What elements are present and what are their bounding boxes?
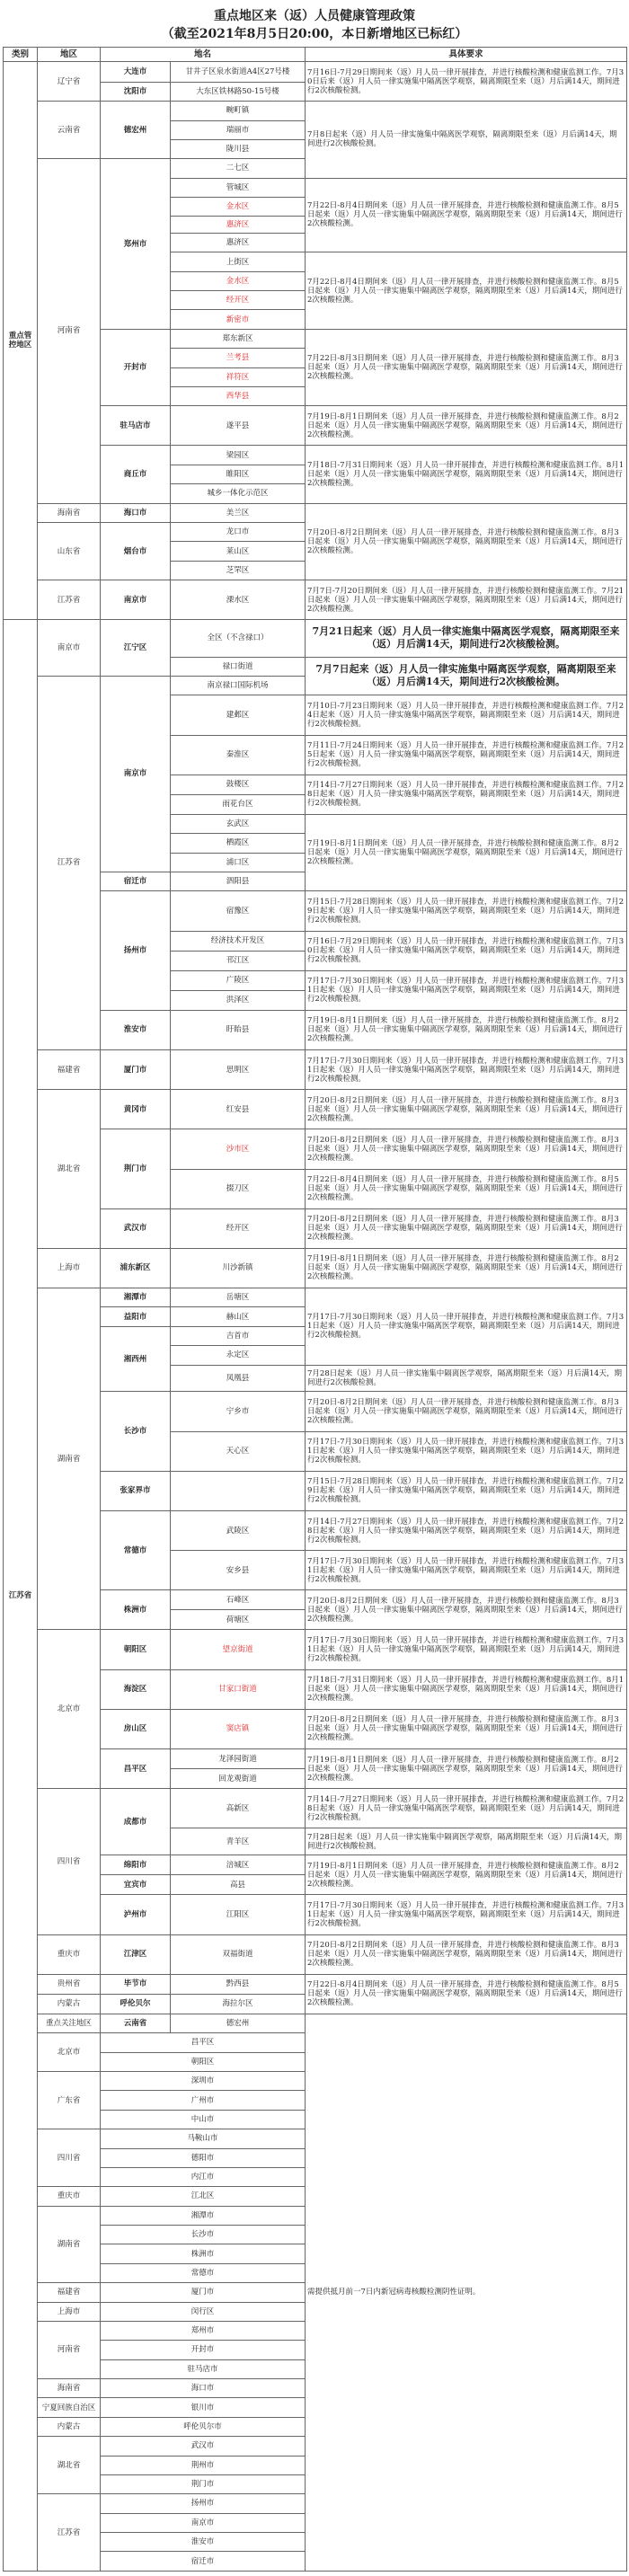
- city-cell: 荆门市: [101, 2474, 306, 2493]
- city-cell: 武汉市: [101, 1208, 171, 1248]
- province-cell: 河南省: [38, 159, 101, 503]
- province-cell: 宁夏回族自治区: [38, 2398, 101, 2417]
- province-cell: 北京市: [38, 1630, 101, 1789]
- place-cell: 祥符区: [171, 367, 306, 386]
- place-cell: 甘井子区泉水街道A4区27号楼: [171, 62, 306, 83]
- requirement-cell: 7月20日-8月2日期间来（返）月人员一律开展排查，并进行核酸检测和健康监测工作。8月3日起来（返）月人员一律实施集中隔离医学观察，隔离期限至来（返）月后满14天，期间进行2次核酸检测。: [306, 1090, 627, 1129]
- table-row: [4, 620, 627, 657]
- requirement-cell: 7月20日-8月2日期间来（返）月人员一律开展排查，并进行核酸检测和健康监测工作。8月3日起来（返）月人员一律实施集中隔离医学观察，隔离期限至来（返）月后满14天，期间进行2次核酸检测。: [306, 1208, 627, 1248]
- requirement-cell: 7月17日-7月30日期间来（返）月人员一律开展排查，并进行核酸检测和健康监测工作。7月31日起来（返）月人员一律实施集中隔离医学观察，隔离期限至来（返）月后满14天，期间进行2次核酸检测。: [306, 1050, 627, 1090]
- table-row: [4, 1050, 627, 1090]
- city-cell: 郑州市: [101, 2321, 306, 2340]
- requirement-cell: 7月22日-8月4日期间来（返）月人员一律开展排查，并进行核酸检测和健康监测工作。8月5日起来（返）月人员一律实施集中隔离医学观察，隔离期限至来（返）月后满14天，期间进行2次核酸检测。: [306, 178, 627, 252]
- requirement-cell: 7月17日-7月30日期间来（返）月人员一律开展排查，并进行核酸检测和健康监测工作。7月31日起来（返）月人员一律实施集中隔离医学观察，隔离期限至来（返）月后满14天，期间进行2次核酸检测。: [306, 1630, 627, 1669]
- place-cell: 安乡县: [171, 1551, 306, 1590]
- requirement-cell: 7月17日-7月30日期间来（返）月人员一律开展排查，并进行核酸检测和健康监测工作。7月31日起来（返）月人员一律实施集中隔离医学观察，隔离期限至来（返）月后满14天，期间进行2次核酸检测。: [306, 1895, 627, 1934]
- city-cell: 昌平区: [101, 2033, 306, 2052]
- requirement-cell: 7月21日起来（返）月人员一律实施集中隔离医学观察，隔离期限至来（返）月后满14天，期间进行2次核酸检测。: [306, 620, 627, 657]
- city-cell: 开封市: [101, 2341, 306, 2359]
- table-row: [4, 1090, 627, 1129]
- city-cell: 银川市: [101, 2398, 306, 2417]
- city-cell: 南京市: [101, 676, 171, 872]
- city-cell: 宜宾市: [101, 1875, 171, 1895]
- city-cell: 马鞍山市: [101, 2129, 306, 2148]
- table-row: [4, 1288, 627, 1307]
- city-cell: 荆门市: [101, 1129, 171, 1208]
- requirement-cell: 7月20日-8月2日期间来（返）月人员一律开展排查，并进行核酸检测和健康监测工作。8月3日起来（返）月人员一律实施集中隔离医学观察，隔离期限至来（返）月后满14天，期间进行2次核酸检测。: [306, 1392, 627, 1431]
- city-cell: 湘西州: [101, 1326, 171, 1392]
- city-cell: 成都市: [101, 1789, 171, 1855]
- place-cell: 经济技术开发区: [171, 931, 306, 951]
- place-cell: 瑞丽市: [171, 120, 306, 139]
- city-cell: 湘潭市: [101, 2206, 306, 2225]
- city-cell: 商丘市: [101, 446, 171, 503]
- city-cell: 朝阳区: [101, 1630, 171, 1669]
- province-cell: 海南省: [38, 503, 101, 522]
- place-cell: [171, 1471, 306, 1510]
- place-cell: 涪城区: [171, 1855, 306, 1875]
- requirement-cell: 7月14日-7月27日期间来（返）月人员一律开展排查，并进行核酸检测和健康监测工作。7月28日起来（返）月人员一律实施集中隔离医学观察，隔离期限至来（返）月后满14天，期间进行2次核酸检测。: [306, 775, 627, 814]
- province-cell: 辽宁省: [38, 62, 101, 102]
- requirement-cell: 7月8日起来（返）月人员一律实施集中隔离医学观察，隔离期限至来（返）月后满14天，期间进行2次核酸检测。: [306, 102, 627, 179]
- city-cell: 长沙市: [101, 1392, 171, 1471]
- province-cell: 上海市: [38, 2302, 101, 2321]
- city-cell: 深圳市: [101, 2072, 306, 2091]
- place-cell: 美兰区: [171, 503, 306, 522]
- place-cell: 南京禄口国际机场: [171, 676, 306, 695]
- place-cell: 盱眙县: [171, 1010, 306, 1049]
- city-cell: 德阳市: [101, 2148, 306, 2167]
- city-cell: 武汉市: [101, 2437, 306, 2456]
- place-cell: 天心区: [171, 1431, 306, 1471]
- table-row: [4, 1630, 627, 1669]
- requirement-cell: 7月15日-7月28日期间来（返）月人员一律开展排查，并进行核酸检测和健康监测工作。7月29日起来（返）月人员一律实施集中隔离医学观察，隔离期限至来（返）月后满14天，期间进行2次核酸检测。: [306, 891, 627, 931]
- category-cell: 江苏省: [4, 620, 38, 2572]
- place-cell: 掇刀区: [171, 1169, 306, 1208]
- requirement-cell: 7月7日起来（返）月人员一律实施集中隔离医学观察，隔离期限至来（返）月后满14天，期间进行2次核酸检测。: [306, 657, 627, 695]
- place-cell: 德宏州: [171, 2014, 306, 2032]
- place-cell: 回龙观街道: [171, 1769, 306, 1789]
- province-cell: 福建省: [38, 1050, 101, 1090]
- city-cell: 扬州市: [101, 2494, 306, 2513]
- place-cell: 龙口市: [171, 522, 306, 541]
- place-cell: 芝罘区: [171, 561, 306, 580]
- requirement-cell: 7月17日-7月30日期间来（返）月人员一律开展排查，并进行核酸检测和健康监测工作。7月31日起来（返）月人员一律实施集中隔离医学观察，隔离期限至来（返）月后满14天，期间进行2次核酸检测。: [306, 1551, 627, 1590]
- place-cell: 溧水区: [171, 580, 306, 620]
- city-cell: 湘潭市: [101, 1288, 171, 1307]
- place-cell: 西华县: [171, 386, 306, 405]
- place-cell: 青羊区: [171, 1828, 306, 1855]
- city-cell: 海口市: [101, 503, 171, 522]
- city-cell: 闵行区: [101, 2302, 306, 2321]
- place-cell: 浦口区: [171, 853, 306, 872]
- place-cell: 雨花台区: [171, 794, 306, 814]
- city-cell: 黄冈市: [101, 1090, 171, 1129]
- place-cell: 二七区: [171, 159, 306, 178]
- requirement-cell: 7月7日-7月20日期间来（返）月人员一律开展排查，并进行核酸检测和健康监测工作。7月21日起来（返）月人员一律实施集中隔离医学观察，隔离期限至来（返）月后满14天，期间进行2次核酸检测。: [306, 580, 627, 620]
- place-cell: 畹町镇: [171, 102, 306, 120]
- place-cell: 禄口街道: [171, 657, 306, 676]
- province-cell: 内蒙古: [38, 2417, 101, 2436]
- place-cell: 经开区: [171, 1208, 306, 1248]
- city-cell: 淮安市: [101, 2533, 306, 2552]
- city-cell: 厦门市: [101, 2283, 306, 2302]
- place-cell: 吉首市: [171, 1326, 306, 1345]
- place-cell: 甘家口街道: [171, 1669, 306, 1709]
- requirement-cell: 7月20日-8月2日期间来（返）月人员一律开展排查，并进行核酸检测和健康监测工作。8月3日起来（返）月人员一律实施集中隔离医学观察，隔离期限至来（返）月后满14天，期间进行2次核酸检测。: [306, 503, 627, 580]
- place-cell: 赫山区: [171, 1307, 306, 1326]
- requirement-cell: 7月20日-8月2日期间来（返）月人员一律开展排查，并进行核酸检测和健康监测工作。8月3日起来（返）月人员一律实施集中隔离医学观察，隔离期限至来（返）月后满14天，期间进行2次核酸检测。: [306, 1709, 627, 1748]
- header-place: 地名: [101, 48, 306, 62]
- table-row: [4, 62, 627, 83]
- requirement-cell: 7月28日起来（返）月人员一律实施集中隔离医学观察，隔离期限至来（返）月后满14天，期间进行2次核酸检测。: [306, 1365, 627, 1392]
- city-cell: 昌平区: [101, 1748, 171, 1788]
- city-cell: 浦东新区: [101, 1248, 171, 1288]
- city-cell: 南京市: [101, 580, 171, 620]
- table-header-row: [4, 48, 627, 62]
- province-cell: 重庆市: [38, 2187, 101, 2206]
- place-cell: 上街区: [171, 252, 306, 271]
- place-cell: 鼓楼区: [171, 775, 306, 794]
- province-cell: 重点关注地区: [38, 2014, 101, 2032]
- city-cell: 江北区: [101, 2187, 306, 2206]
- place-cell: 遂平县: [171, 406, 306, 446]
- city-cell: 扬州市: [101, 891, 171, 1010]
- province-cell: 福建省: [38, 2283, 101, 2302]
- place-cell: 兰考县: [171, 349, 306, 367]
- place-cell: 洪泽区: [171, 990, 306, 1010]
- city-cell: 常德市: [101, 2263, 306, 2282]
- requirement-cell: 7月20日-8月2日期间来（返）月人员一律开展排查，并进行核酸检测和健康监测工作。8月3日起来（返）月人员一律实施集中隔离医学观察，隔离期限至来（返）月后满14天，期间进行2次核酸检测。: [306, 1129, 627, 1169]
- place-cell: 岳塘区: [171, 1288, 306, 1307]
- requirement-cell: 7月10日-7月23日期间来（返）月人员一律开展排查，并进行核酸检测和健康监测工作。7月24日起来（返）月人员一律实施集中隔离医学观察，隔离期限至来（返）月后满14天，期间进行2次核酸检测。: [306, 695, 627, 735]
- place-cell: 双福街道: [171, 1934, 306, 1974]
- requirement-cell: 7月19日-8月1日期间来（返）月人员一律开展排查，并进行核酸检测和健康监测工作。8月2日起来（返）月人员一律实施集中隔离医学观察，隔离期限至来（返）月后满14天，期间进行2次核酸检测。: [306, 1855, 627, 1895]
- province-cell: 江苏省: [38, 580, 101, 620]
- city-cell: 江宁区: [101, 620, 171, 677]
- table-row: [4, 580, 627, 620]
- place-cell: 惠济区: [171, 233, 306, 252]
- place-cell: 陇川县: [171, 139, 306, 158]
- requirement-cell: 7月22日-8月3日期间来（返）月人员一律开展排查，并进行核酸检测和健康监测工作。8月3日起来（返）月人员一律实施集中隔离医学观察，隔离期限至来（返）月后满14天，期间进行2次核酸检测。: [306, 329, 627, 406]
- place-cell: 金水区: [171, 271, 306, 290]
- city-cell: 朝阳区: [101, 2052, 306, 2071]
- requirement-cell: 7月19日-8月1日期间来（返）月人员一律开展排查，并进行核酸检测和健康监测工作。8月2日起来（返）月人员一律实施集中隔离医学观察，隔离期限至来（返）月后满14天，期间进行2次核酸检测。: [306, 406, 627, 446]
- place-cell: 邗江区: [171, 951, 306, 970]
- province-cell: 江苏省: [38, 676, 101, 1049]
- city-cell: 大连市: [101, 62, 171, 83]
- requirement-cell: 7月17日-7月30日期间来（返）月人员一律开展排查，并进行核酸检测和健康监测工作。7月31日起来（返）月人员一律实施集中隔离医学观察，隔离期限至来（返）月后满14天，期间进行2次核酸检测。: [306, 1288, 627, 1366]
- city-cell: 开封市: [101, 329, 171, 406]
- city-cell: 广州市: [101, 2091, 306, 2110]
- city-cell: 江津区: [101, 1934, 171, 1974]
- requirement-cell: 7月19日-8月1日期间来（返）月人员一律开展排查，并进行核酸检测和健康监测工作。8月2日起来（返）月人员一律实施集中隔离医学观察，隔离期限至来（返）月后满14天，期间进行2次核酸检测。: [306, 1748, 627, 1788]
- place-cell: 经开区: [171, 291, 306, 310]
- city-cell: 荆州市: [101, 2456, 306, 2474]
- city-cell: 张家界市: [101, 1471, 171, 1510]
- header-requirement: 具体要求: [306, 48, 627, 62]
- requirement-cell: 7月17日-7月30日期间来（返）月人员一律开展排查，并进行核酸检测和健康监测工作。7月31日起来（返）月人员一律实施集中隔离医学观察，隔离期限至来（返）月后满14天，期间进行2次核酸检测。: [306, 1431, 627, 1471]
- policy-table: [3, 47, 627, 2572]
- city-cell: 厦门市: [101, 1050, 171, 1090]
- city-cell: 房山区: [101, 1709, 171, 1748]
- place-cell: 武陵区: [171, 1510, 306, 1550]
- place-cell: 惠济区: [171, 217, 306, 234]
- province-cell: 广东省: [38, 2072, 101, 2129]
- city-cell: 海淀区: [101, 1669, 171, 1709]
- place-cell: 全区（不含禄口）: [171, 620, 306, 657]
- header-category: 类别: [4, 48, 38, 62]
- place-cell: 荷塘区: [171, 1610, 306, 1630]
- city-cell: 淮安市: [101, 1010, 171, 1049]
- city-cell: 绵阳市: [101, 1855, 171, 1875]
- place-cell: 海拉尔区: [171, 1994, 306, 2014]
- requirement-cell: 7月22日-8月4日期间来（返）月人员一律开展排查，并进行核酸检测和健康监测工作。8月5日起来（返）月人员一律实施集中隔离医学观察，隔离期限至来（返）月后满14天，期间进行2次核酸检测。: [306, 1974, 627, 2014]
- table-row: [4, 2014, 627, 2032]
- place-cell: 思明区: [171, 1050, 306, 1090]
- requirement-cell: 7月22日-8月4日期间来（返）月人员一律开展排查，并进行核酸检测和健康监测工作。8月5日起来（返）月人员一律实施集中隔离医学观察，隔离期限至来（返）月后满14天，期间进行2次核酸检测。: [306, 1169, 627, 1208]
- requirement-cell: 7月18日-7月31日期间来（返）月人员一律开展排查，并进行核酸检测和健康监测工作。8月1日起来（返）月人员一律实施集中隔离医学观察，隔离期限至来（返）月后满14天，期间进行2次核酸检测。: [306, 1669, 627, 1709]
- requirement-cell: 7月14日-7月27日期间来（返）月人员一律开展排查，并进行核酸检测和健康监测工作。7月28日起来（返）月人员一律实施集中隔离医学观察，隔离期限至来（返）月后满14天，期间进行2次核酸检测。: [306, 1789, 627, 1828]
- place-cell: 广陵区: [171, 970, 306, 990]
- city-cell: 驻马店市: [101, 2359, 306, 2378]
- city-cell: 内江市: [101, 2167, 306, 2186]
- table-row: [4, 1789, 627, 1828]
- province-cell: 上海市: [38, 1248, 101, 1288]
- province-cell: 江苏省: [38, 2494, 101, 2572]
- place-cell: 黔西县: [171, 1974, 306, 1994]
- city-cell: 泸州市: [101, 1895, 171, 1934]
- requirement-cell: 7月16日-7月29日期间来（返）月人员一律开展排查，并进行核酸检测和健康监测工作。7月30日后来（返）月人员一律实施集中隔离医学观察，隔离期限至来（返）月后满14天，期间进行2次核酸检测。: [306, 62, 627, 102]
- place-cell: 郑东新区: [171, 329, 306, 348]
- city-cell: 常德市: [101, 1510, 171, 1589]
- place-cell: 泗阳县: [171, 872, 306, 890]
- place-cell: 睢阳区: [171, 465, 306, 483]
- category-cell: 重点管控地区: [4, 62, 38, 620]
- place-cell: 高县: [171, 1875, 306, 1895]
- place-cell: 沙市区: [171, 1129, 306, 1169]
- city-cell: 株洲市: [101, 2244, 306, 2263]
- city-cell: 毕节市: [101, 1974, 171, 1994]
- city-cell: 海口市: [101, 2379, 306, 2398]
- place-cell: 管城区: [171, 178, 306, 197]
- city-cell: 宿迁市: [101, 2552, 306, 2572]
- table-row: [4, 1974, 627, 1994]
- province-cell: 湖北省: [38, 1090, 101, 1249]
- province-cell: 湖北省: [38, 2437, 101, 2494]
- city-cell: 益阳市: [101, 1307, 171, 1326]
- province-cell: 湖南省: [38, 2206, 101, 2283]
- requirement-cell: 7月11日-7月24日期间来（返）月人员一律开展排查，并进行核酸检测和健康监测工作。7月25日起来（返）月人员一律实施集中隔离医学观察，隔离期限至来（返）月后满14天，期间进行2次核酸检测。: [306, 735, 627, 775]
- city-cell: 郑州市: [101, 159, 171, 330]
- requirement-cell: 7月20日-8月2日期间来（返）月人员一律开展排查，并进行核酸检测和健康监测工作。8月3日起来（返）月人员一律实施集中隔离医学观察，隔离期限至来（返）月后满14天，期间进行2次核酸检测。: [306, 1590, 627, 1630]
- province-cell: 南京市: [38, 620, 101, 677]
- place-cell: 建邺区: [171, 695, 306, 735]
- place-cell: 凤凰县: [171, 1365, 306, 1392]
- place-cell: 红安县: [171, 1090, 306, 1129]
- province-cell: 湖南省: [38, 1288, 101, 1630]
- place-cell: 玄武区: [171, 814, 306, 833]
- province-cell: 重庆市: [38, 1934, 101, 1974]
- city-cell: 株洲市: [101, 1590, 171, 1630]
- table-row: [4, 1934, 627, 1974]
- city-cell: 驻马店市: [101, 406, 171, 446]
- city-cell: 呼伦贝尔: [101, 1994, 171, 2014]
- place-cell: 新密市: [171, 310, 306, 329]
- requirement-cell: 7月20日-8月2日期间来（返）月人员一律开展排查，并进行核酸检测和健康监测工作。8月3日起来（返）月人员一律实施集中隔离医学观察，隔离期限至来（返）月后满14天，期间进行2次核酸检测。: [306, 1934, 627, 1974]
- place-cell: 梁园区: [171, 446, 306, 465]
- place-cell: 望京街道: [171, 1630, 306, 1669]
- city-cell: 南京市: [101, 2513, 306, 2532]
- place-cell: 江阳区: [171, 1895, 306, 1934]
- requirement-cell: 7月19日-8月1日期间来（返）月人员一律开展排查，并进行核酸检测和健康监测工作。8月2日起来（返）月人员一律实施集中隔离医学观察，隔离期限至来（返）月后满14天，期间进行2次核酸检测。: [306, 814, 627, 891]
- requirement-cell: 7月15日-7月28日期间来（返）月人员一律开展排查，并进行核酸检测和健康监测工作。7月29日起来（返）月人员一律实施集中隔离医学观察，隔离期限至来（返）月后满14天，期间进行2次核酸检测。: [306, 1471, 627, 1510]
- province-cell: 河南省: [38, 2321, 101, 2378]
- place-cell: 石峰区: [171, 1590, 306, 1610]
- province-cell: 海南省: [38, 2379, 101, 2398]
- place-cell: 永定区: [171, 1346, 306, 1365]
- province-cell: 山东省: [38, 522, 101, 580]
- province-cell: 四川省: [38, 1789, 101, 1934]
- place-cell: 金水区: [171, 198, 306, 217]
- place-cell: 窦店镇: [171, 1709, 306, 1748]
- requirement-cell: 7月19日-8月1日期间来（返）月人员一律开展排查，并进行核酸检测和健康监测工作。8月2日起来（返）月人员一律实施集中隔离医学观察，隔离期限至来（返）月后满14天，期间进行2次核酸检测。: [306, 1248, 627, 1288]
- place-cell: 宿豫区: [171, 891, 306, 931]
- place-cell: 秦淮区: [171, 735, 306, 775]
- place-cell: 城乡一体化示范区: [171, 484, 306, 503]
- province-cell: 北京市: [38, 2033, 101, 2072]
- province-cell: 贵州省: [38, 1974, 101, 1994]
- city-cell: 沈阳市: [101, 82, 171, 101]
- province-cell: 云南省: [38, 102, 101, 159]
- requirement-cell: 7月18日-7月31日期间来（返）月人员一律开展排查，并进行核酸检测和健康监测工作。8月1日起来（返）月人员一律实施集中隔离医学观察，隔离期限至来（返）月后满14天，期间进行2次核酸检测。: [306, 446, 627, 503]
- requirement-cell: 7月28日起来（返）月人员一律实施集中隔离医学观察，隔离期限至来（返）月后满14天，期间进行2次核酸检测。: [306, 1828, 627, 1855]
- city-cell: 长沙市: [101, 2226, 306, 2244]
- place-cell: 莱山区: [171, 542, 306, 561]
- city-cell: 宿迁市: [101, 872, 171, 890]
- city-cell: 呼伦贝尔市: [101, 2417, 306, 2436]
- city-cell: 中山市: [101, 2110, 306, 2129]
- province-cell: 内蒙古: [38, 1994, 101, 2014]
- place-cell: 宁乡市: [171, 1392, 306, 1431]
- table-row: [4, 1248, 627, 1288]
- place-cell: 高新区: [171, 1789, 306, 1828]
- province-cell: 四川省: [38, 2129, 101, 2187]
- city-cell: 云南省: [101, 2014, 171, 2032]
- place-cell: 栖霞区: [171, 834, 306, 853]
- city-cell: 德宏州: [101, 102, 171, 159]
- page-title: 重点地区来（返）人员健康管理政策: [214, 9, 415, 23]
- requirement-cell: 7月19日-8月1日期间来（返）月人员一律开展排查，并进行核酸检测和健康监测工作。8月2日起来（返）月人员一律实施集中隔离医学观察，隔离期限至来（返）月后满14天，期间进行2次核酸检测。: [306, 1010, 627, 1049]
- page-subtitle: （截至2021年8月5日20:00，本日新增地区已标红）: [161, 27, 468, 41]
- place-cell: 大东区铁林路50-15号楼: [171, 82, 306, 101]
- requirement-cell: 7月17日-7月30日期间来（返）月人员一律开展排查，并进行核酸检测和健康监测工作。7月31日起来（返）月人员一律实施集中隔离医学观察，隔离期限至来（返）月后满14天，期间进行2次核酸检测。: [306, 970, 627, 1010]
- table-row: [4, 503, 627, 522]
- requirement-cell: 7月22日-8月4日期间来（返）月人员一律开展排查，并进行核酸检测和健康监测工作。8月5日起来（返）月人员一律实施集中隔离医学观察，隔离期限至来（返）月后满14天，期间进行2次核酸检测。: [306, 252, 627, 330]
- place-cell: 川沙新镇: [171, 1248, 306, 1288]
- requirement-cell: 7月14日-7月27日期间来（返）月人员一律开展排查，并进行核酸检测和健康监测工作。7月28日起来（返）月人员一律实施集中隔离医学观察，隔离期限至来（返）月后满14天，期间进行2次核酸检测。: [306, 1510, 627, 1550]
- place-cell: 龙泽园街道: [171, 1748, 306, 1768]
- city-cell: 烟台市: [101, 522, 171, 580]
- requirement-cell: 7月16日-7月29日期间来（返）月人员一律开展排查，并进行核酸检测和健康监测工作。7月30日起来（返）月人员一律实施集中隔离医学观察，隔离期限至来（返）月后满14天，期间进行2次核酸检测。: [306, 931, 627, 970]
- table-row: [4, 102, 627, 120]
- header-province: 地区: [38, 48, 101, 62]
- requirement-cell: 需提供抵月前一7日内新冠病毒核酸检测阴性证明。: [306, 2014, 627, 2571]
